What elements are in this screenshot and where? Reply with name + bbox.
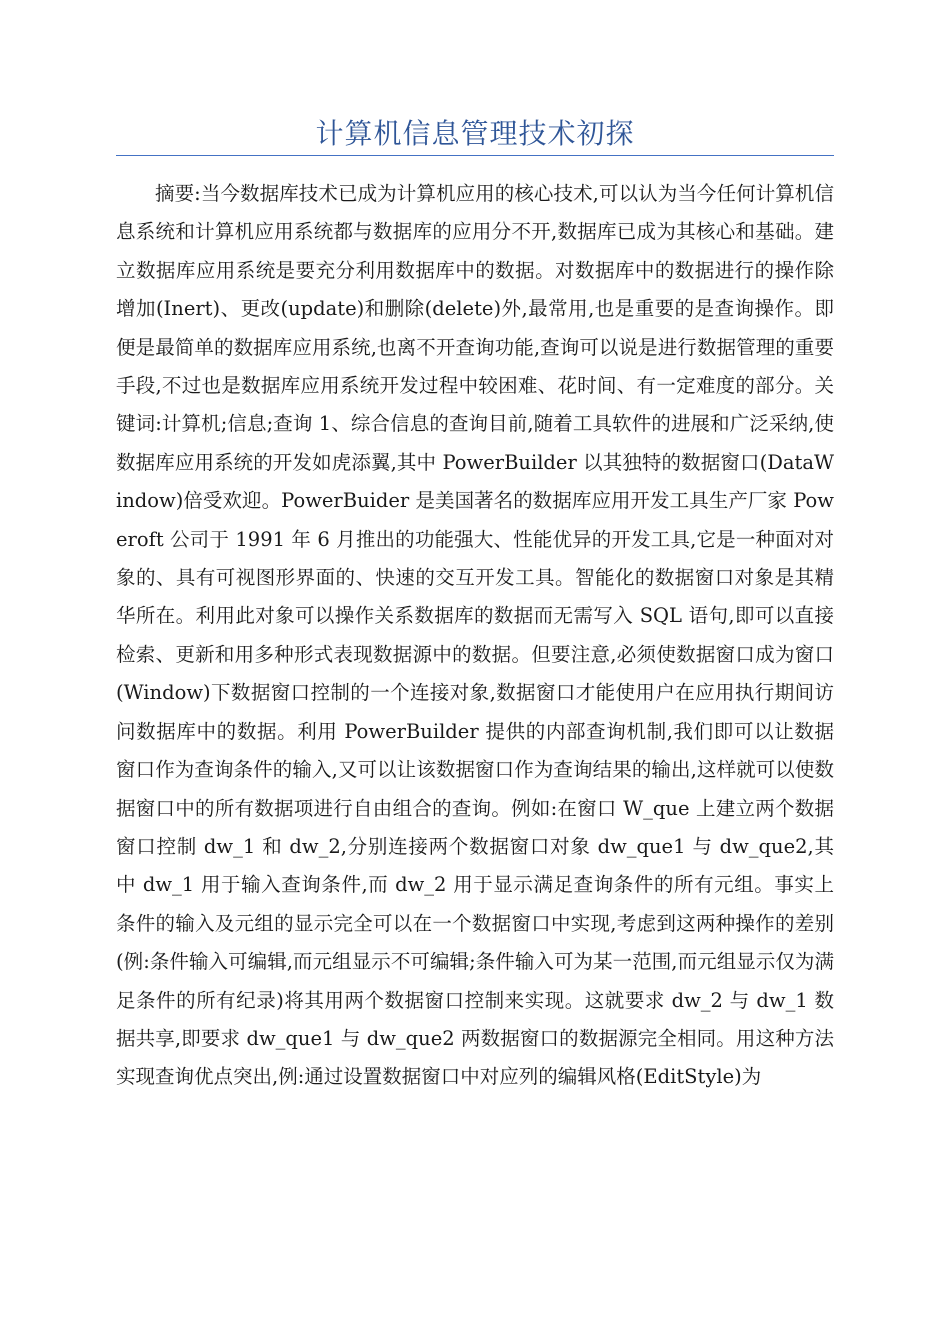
- title-underline-divider: [116, 155, 834, 156]
- body-paragraph: 摘要:当今数据库技术已成为计算机应用的核心技术,可以认为当今任何计算机信息系统和计算机应用系统都与数据库的应用分不开,数据库已成为其核心和基础。建立数据库应用系统是要充分利用数据库中的数据。对数据库中的数据进行的操作除增加(Inert)、更改(update)和删除(delete)外,最常用,也是重要的是查询操作。即便是最简单的数据库应用系统,也离不开查询功能,查询可以说是进行数据管理的重要手段,不过也是数据库应用系统开发过程中较困难、花时间、有一定难度的部分。关键词:计算机;信息;查询 1、综合信息的查询目前,随着工具软件的进展和广泛采纳,使数据库应用系统的开发如虎添翼,其中 PowerBuilder 以其独特的数据窗口(DataWindow)倍受欢迎。PowerBuider 是美国著名的数据库应用开发工具生产厂家 Poweroft 公司于 1991 年 6 月推出的功能强大、性能优异的开发工具,它是一种面对对象的、具有可视图形界面的、快速的交互开发工具。智能化的数据窗口对象是其精华所在。利用此对象可以操作关系数据库的数据而无需写入 SQL 语句,即可以直接检索、更新和用多种形式表现数据源中的数据。但要注意,必须使数据窗口成为窗口(Window)下数据窗口控制的一个连接对象,数据窗口才能使用户在应用执行期间访问数据库中的数据。利用 PowerBuilder 提供的内部查询机制,我们即可以让数据窗口作为查询条件的输入,又可以让该数据窗口作为查询结果的输出,这样就可以使数据窗口中的所有数据项进行自由组合的查询。例如:在窗口 W_que 上建立两个数据窗口控制 dw_1 和 dw_2,分别连接两个数据窗口对象 dw_que1 与 dw_que2,其中 dw_1 用于输入查询条件,而 dw_2 用于显示满足查询条件的所有元组。事实上条件的输入及元组的显示完全可以在一个数据窗口中实现,考虑到这两种操作的差别(例:条件输入可编辑,而元组显示不可编辑;条件输入可为某一范围,而元组显示仅为满足条件的所有纪录)将其用两个数据窗口控制来实现。这就要求 dw_2 与 dw_1 数据共享,即要求 dw_que1 与 dw_que2 两数据窗口的数据源完全相同。用这种方法实现查询优点突出,例:通过设置数据窗口中对应列的编辑风格(EditStyle)为: [116, 182, 834, 1089]
- document-title: 计算机信息管理技术初探: [315, 117, 635, 150]
